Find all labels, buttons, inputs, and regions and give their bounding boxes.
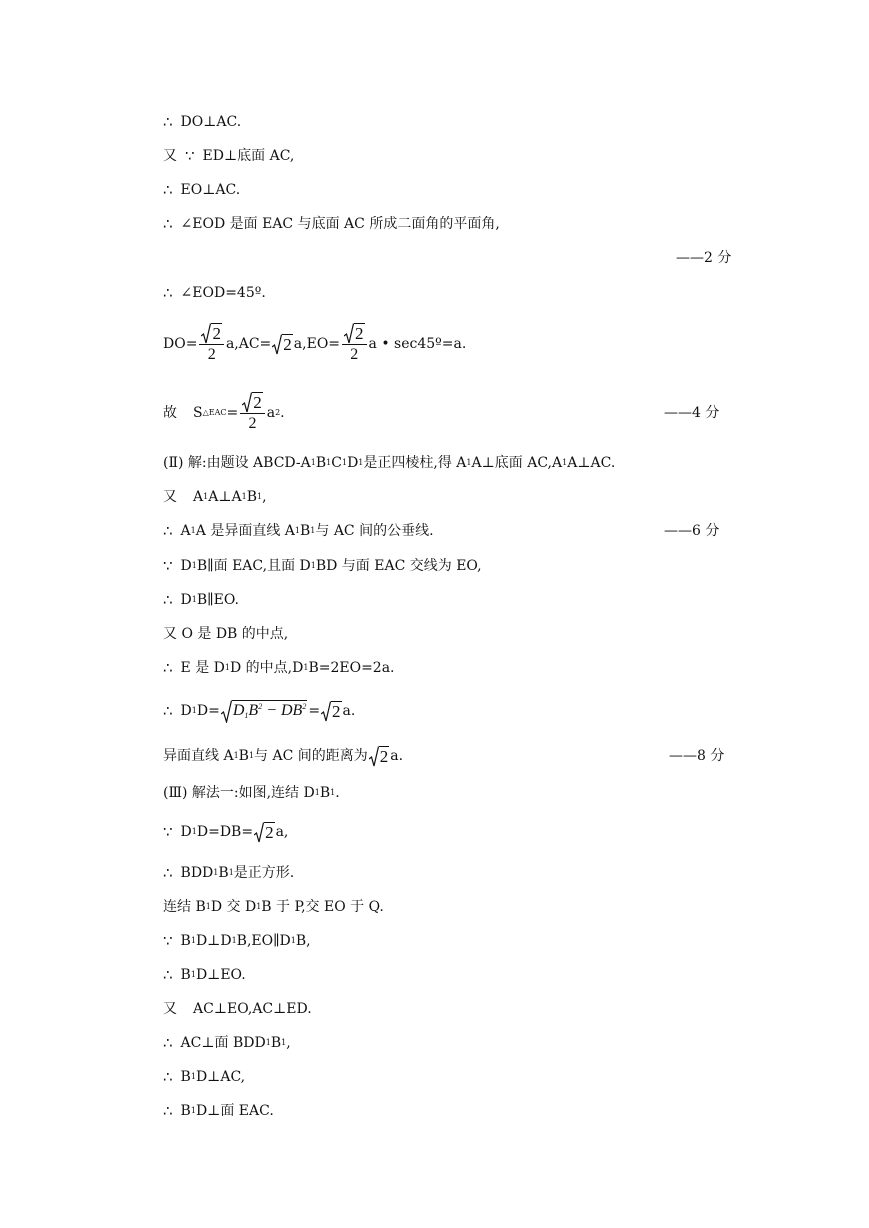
therefore-symbol: ∴ [163, 215, 173, 233]
because-symbol: ∵ [163, 932, 173, 950]
score-mark-4: ——4 分 [664, 405, 720, 421]
therefore-symbol: ∴ [163, 966, 173, 984]
line-text: 又 [163, 148, 177, 164]
line-text: a,AC= [225, 336, 272, 352]
proof-line-16: 异面直线 A 1 B 1 与 AC 间的距离为 2 a. [163, 746, 404, 766]
proof-line-2 [163, 146, 294, 166]
sqrt-radical: 2 [272, 334, 293, 355]
therefore-symbol: ∴ [163, 1034, 173, 1052]
proof-line-14: ∴ E 是 D 1 D 的中点,D 1 B=2EO=2a. [163, 659, 395, 677]
sqrt-radical: 2 [321, 701, 342, 722]
therefore-symbol: ∴ [163, 284, 173, 302]
sqrt-radical: 2 [344, 323, 365, 344]
proof-line-7: 故 S △EAC = $\frac{2}{2}$ a 2 . [163, 393, 285, 432]
proof-line-26: ∴ B 1 D⊥面 EAC. [163, 1102, 274, 1120]
score-mark-8: ——8 分 [669, 748, 725, 764]
therefore-symbol: ∴ [163, 702, 173, 720]
fraction-sqrt2-over-2: $\frac{2}{2}$ [342, 323, 367, 365]
sqrt-radical-expression: $D_1B^2 - DB^2$ [221, 700, 307, 723]
line-text: S [193, 405, 203, 421]
proof-line-22: ∴ B 1 D⊥EO. [163, 966, 246, 984]
because-symbol: ∵ [163, 823, 173, 841]
proof-line-17: (Ⅲ) 解法一:如图,连结 D 1 B 1 . [163, 785, 340, 801]
therefore-symbol: ∴ [163, 864, 173, 882]
proof-line-18: ∵ D 1 D=DB= 2 a, [163, 822, 289, 842]
therefore-symbol: ∴ [163, 522, 173, 540]
line-text: a • sec45º=a. [368, 336, 467, 352]
therefore-symbol: ∴ [163, 113, 173, 131]
score-mark-2: ——2 分 [676, 250, 732, 266]
score-mark-6: ——6 分 [664, 523, 720, 539]
proof-line-19: ∴ BDD 1 B 1 是正方形. [163, 864, 295, 882]
proof-line-5 [163, 283, 266, 303]
proof-line-24: ∴ AC⊥面 BDD 1 B 1 , [163, 1034, 291, 1052]
line-text: ∠EOD=45º. [180, 285, 266, 301]
therefore-symbol: ∴ [163, 659, 173, 677]
therefore-symbol: ∴ [163, 591, 173, 609]
line-text: 故 [163, 405, 177, 421]
proof-line-25: ∴ B 1 D⊥AC, [163, 1068, 246, 1086]
therefore-symbol: ∴ [163, 181, 173, 199]
proof-line-9: 又 A 1 A⊥A 1 B 1 , [163, 489, 267, 505]
fraction-sqrt2-over-2: $\frac{2}{2}$ [199, 323, 224, 365]
proof-line-21: ∵ B 1 D⊥D 1 B,EO∥D 1 B, [163, 932, 311, 950]
fraction-sqrt2-over-2: $\frac{2}{2}$ [240, 392, 265, 434]
line-text: ∠EOD 是面 EAC 与底面 AC 所成二面角的平面角, [180, 216, 500, 232]
proof-line-12: ∴ D 1 B∥EO. [163, 591, 239, 609]
proof-line-23: 又 AC⊥EO,AC⊥ED. [163, 1001, 312, 1017]
sqrt-radical: 2 [201, 323, 222, 344]
because-symbol: ∵ [163, 557, 173, 575]
line-text: ED⊥底面 AC, [202, 148, 295, 164]
line-text: DO⊥AC. [180, 114, 242, 130]
therefore-symbol: ∴ [163, 1102, 173, 1120]
because-symbol: ∵ [185, 147, 195, 165]
proof-line-20: 连结 B 1 D 交 D 1 B 于 P,交 EO 于 Q. [163, 899, 384, 915]
proof-line-3 [163, 180, 240, 200]
sqrt-radical: 2 [254, 822, 275, 843]
line-text: a,EO= [293, 336, 341, 352]
proof-line-11: ∵ D 1 B∥面 EAC,且面 D 1 BD 与面 EAC 交线为 EO, [163, 557, 482, 575]
proof-line-10: ∴ A 1 A 是异面直线 A 1 B 1 与 AC 间的公垂线. [163, 522, 434, 540]
sqrt-radical: 2 [242, 392, 263, 413]
therefore-symbol: ∴ [163, 1068, 173, 1086]
proof-line-15: ∴ D 1 D= $D_1B^2 - DB^2$ = 2 a. [163, 701, 356, 721]
proof-line-13: 又 O 是 DB 的中点, [163, 626, 289, 642]
proof-line-4 [163, 214, 500, 234]
sqrt-radical: 2 [369, 746, 390, 767]
proof-line-6 [163, 322, 466, 366]
proof-line-1 [163, 112, 241, 132]
proof-line-8: (Ⅱ) 解:由题设 ABCD-A 1 B 1 C 1 D 1 是正四棱柱,得 A 1 A⊥底面 AC,A 1 A⊥AC. [163, 455, 616, 471]
line-text: DO= [163, 336, 198, 352]
line-text: EO⊥AC. [180, 182, 241, 198]
